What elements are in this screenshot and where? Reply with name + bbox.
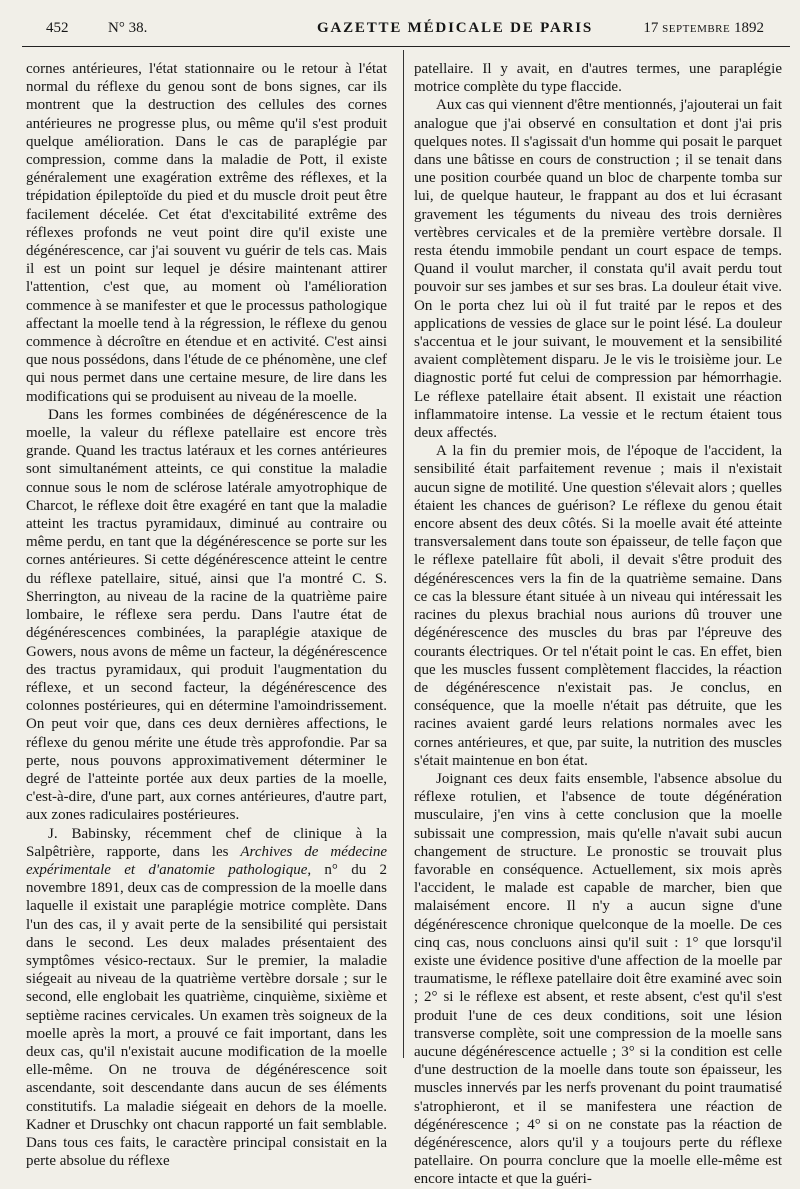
left-column xyxy=(26,60,387,1170)
journal-title: GAZETTE MÉDICALE DE PARIS xyxy=(317,20,594,36)
left-paragraph-1: cornes antérieures, l'état stationnaire ou le retour à l'état normal du réflexe du genou sont de bons signes, car ils montrent que la destruction des cellules des cornes antérieures ne progresse plus, ou même qu'il s'est produit quelque amélioration. Dans le cas de paraplégie par compression, comme dans la maladie de Pott, il existe généralement une exagération extrême des réflexes, et la trépidation épileptoïde du pied et du muscle droit peut être facilement décelée. Cet état d'excitabilité extrême des réflexes profonds ne veut point dire qu'il existe une dégénérescence, car j'ai souvent vu guérir de tels cas. Mais il est un point sur lequel je désire maintenant attirer l'attention, c'est que, au moment où l'amélioration commence à se manifester et que le processus pathologique affectant la moelle tend à la régression, le réflexe du genou commence à décroître en étendue et en activité. C'est ainsi que nous possédons, dans l'étude de ce phénomène, une clef qui nous permet dans une certaine mesure, de lire dans les modifications qui se produisent au niveau de la moelle. xyxy=(26,61,387,405)
page-number: 452 xyxy=(46,20,69,36)
babinsky-body: , n° du 2 novembre 1891, deux cas de compression de la moelle dans laquelle il existait une paraplégie motrice complète. Dans l'un des cas, il y avait perte de la sensibilité qui persistait dans le second. Les deux malades présentaient des symptômes vésico-rectaux. Sur le premier, la maladie siégeait au niveau de la quatrième vertèbre dorsale ; sur le second, elle englobait les quatrième, cinquième, sixième et septième racines cervicales. Un examen très soigneux de la moelle après la mort, a prouvé ce fait important, dans les deux cas, qu'il n'existait aucune modification de la moelle elle-même. On ne trouva de dégénérescence soit ascendante, soit descendante dans aucun de ses éléments constitutifs. La maladie siégeait en dehors de la moelle. Kadner et Druschky ont chacun rapporté un fait semblable. Dans tous ces faits, le caractère principal consistait en la perte absolue du réflexe xyxy=(26,861,388,1170)
right-paragraph-2: Aux cas qui viennent d'être mentionnés, j'ajouterai un fait analogue que j'ai observé en consultation et dont j'ai pris quelques notes. Il s'agissait d'un homme qui posait le parquet dans une bâtisse en cours de construction ; il se tenait dans une position courbée quand un bloc de charpente tomba sur lui, de quelque hauteur, le frappant au dos et lui écrasant gravement les téguments du niveau des trois dernières vertèbres cervicales et de la première vertèbre dorsale. Il resta étendu immobile pendant un court espace de temps. Quand il voulut marcher, il constata qu'il avait perdu tout pouvoir sur ses jambes et sur ses bras. La douleur était vive. On le porta chez lui où il fut traité par le repos et des applications de vessies de glace sur le point lésé. La douleur s'accentua et le jour suivant, le mouvement et la sensibilité avaient complètement disparu. Je le vis le troisième jour. Le diagnostic porté fut celui de compression par hémorrhagie. Le réflexe patellaire était absent. Il existait une réaction inflammatoire intense. La vessie et le rectum étaient tous deux affectés. xyxy=(414,97,782,442)
date-month: SEPTEMBRE xyxy=(662,23,731,35)
issue-date xyxy=(643,20,764,37)
issue-number: N° 38. xyxy=(108,20,148,36)
right-column xyxy=(414,60,782,1189)
babinsky-intro: J. Babinsky, récemment chef de clinique à la Salpêtrière, rapporte, dans les xyxy=(26,825,387,860)
right-paragraph-3: A la fin du premier mois, de l'époque de l'accident, la sensibilité était parfaitement revenue ; mais il n'existait aucun signe de motilité. Une question s'élevait alors ; quelles étaient les chances de guérison? Le réflexe du genou était encore absent des deux côtés. Si la moelle avait été atteinte transversalement dans toute son épaisseur, de telle façon que le réflexe patellaire fût aboli, il devait s'être produit des dégénérescences vers la fin de la quatrième semaine. Dans ce cas la blessure étant située à un niveau qui intéressait les racines du plexus brachial nous aurions dû trouver une dégénérescence des muscles du bras par l'épreuve des courants électriques. Or tel n'était point le cas. En effet, bien que les muscles fussent complètement flaccides, la réaction de dégénérescence n'existait pas. Je conclus, en conséquence, que la moelle n'était pas détruite, que les racines avaient gardé leurs relations normales avec les cornes antérieures, et que, par suite, la nutrition des muscles s'était maintenue en bon état. xyxy=(414,443,782,769)
header-rule xyxy=(22,46,790,47)
right-paragraph-4: Joignant ces deux faits ensemble, l'absence absolue du réflexe rotulien, et l'absence de toute dégénération musculaire, j'en vins à cette conclusion que la moelle subissait une compression, mais qu'elle n'avait subi aucun changement de structure. Le pronostic se trouvait plus favorable en conséquence. Actuellement, six mois après l'accident, le malade est capable de marcher, bien que malaisément encore. Il n'y a aucun signe d'une dégénérescence chronique quelconque de la moelle. De ces cinq cas, nous concluons ainsi qu'il suit : 1° que lorsqu'il existe une évidence positive d'une affection de la moelle par traumatisme, le réflexe patellaire doit être examiné avec soin ; 2° si le réflexe est absent, et reste absent, c'est qu'il s'est produit l'une de ces deux conditions, soit une lésion transverse complète, soit une compression de la moelle sans aucune dégénérescence actuelle ; 3° si la condition est celle d'une destruction de la moelle dans toute son épaisseur, les muscles innervés par les nerfs provenant du point traumatisé s'atrophieront, et il se manifestera une réaction de dégénérescence ; 4° si on ne constate pas la réaction de dégénérescence, alors qu'il y a toujours perte du réflexe patellaire. On pourra conclure que la moelle elle-même est encore intacte et que la guéri- xyxy=(414,770,782,1188)
page-header xyxy=(22,20,790,42)
date-day: 17 xyxy=(643,20,659,36)
date-year: 1892 xyxy=(734,20,764,36)
column-divider xyxy=(403,50,404,1058)
archives-title: Archives de médecine expérimentale et d'anatomie pathologique xyxy=(26,843,387,878)
left-paragraph-2: Dans les formes combinées de dégénérescence de la moelle, la valeur du réflexe patellaire est encore très grande. Quand les tractus latéraux et les cornes antérieures sont simultanément atteints, ce qui constitue la maladie connue sous le nom de sclérose latérale amyotrophique de Charcot, le réflexe doit être exagéré en tant que la maladie atteint les tractus pyramidaux, diminué au contraire ou même perdu, en tant que la dégénérescence se porte sur les cornes antérieures. Si cette dégénérescence atteint le centre du réflexe patellaire, situé, ainsi que l'a montré C. S. Sherrington, au niveau de la racine de la quatrième paire lombaire, le réflexe sera perdu. Dans l'autre état de dégénérescences combinées, la paraplégie ataxique de Gowers, nous avons de même un facteur, la dégénérescence des tractus pyramidaux, qui produit l'augmentation du réflexe, et un second facteur, la dégénérescence des colonnes postérieures, qui en détermine l'amoindrissement. On peut voir que, dans ces deux dernières affections, le réflexe du genou mérite une étude très approfondie. Par sa perte, nous pouvons approximativement déterminer le degré de l'atteinte portée aux deux parties de la moelle, c'est-à-dire, d'une part, aux cornes antérieures, d'autre part, aux zones radiculaires postérieures. xyxy=(26,406,387,824)
right-paragraph-1: patellaire. Il y avait, en d'autres termes, une paraplégie motrice complète du type flaccide. xyxy=(414,61,782,96)
left-paragraph-3 xyxy=(26,825,387,1171)
